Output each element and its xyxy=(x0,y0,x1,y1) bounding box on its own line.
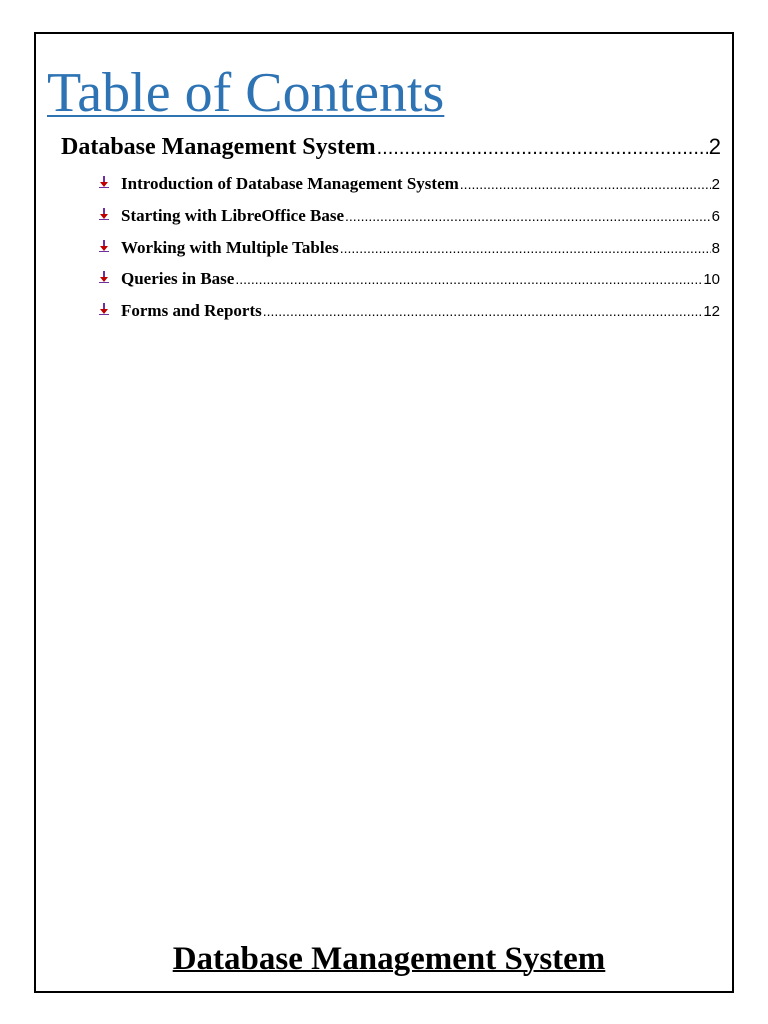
down-arrow-bullet-icon xyxy=(97,175,121,189)
toc-entry-text: Starting with LibreOffice Base xyxy=(121,206,345,225)
toc-page-number: 10 xyxy=(703,271,720,288)
toc-page-number: 2 xyxy=(708,134,721,159)
down-arrow-bullet-icon xyxy=(97,239,121,253)
toc-page-number: 8 xyxy=(711,240,720,257)
toc-entry-sub[interactable] xyxy=(97,268,720,291)
dot-leader xyxy=(263,300,703,322)
toc-entry-text: Queries in Base xyxy=(121,269,235,288)
down-arrow-bullet-icon xyxy=(97,270,121,284)
toc-entry-sub[interactable] xyxy=(97,173,720,196)
dot-leader xyxy=(460,173,711,195)
toc-entry-text: Database Management System xyxy=(61,134,376,160)
toc-page-number: 6 xyxy=(711,208,720,225)
toc-entry-sub[interactable] xyxy=(97,237,720,260)
down-arrow-bullet-icon xyxy=(97,302,121,316)
dot-leader xyxy=(345,205,711,227)
toc-entry-sub[interactable] xyxy=(97,205,720,228)
toc-entry-text: Working with Multiple Tables xyxy=(121,238,339,257)
dot-leader xyxy=(340,237,711,259)
toc-entry-text: Introduction of Database Management System xyxy=(121,174,459,193)
toc-page-number: 2 xyxy=(711,176,720,193)
footer-title: Database Management System xyxy=(172,941,606,977)
toc-heading: Table of Contents xyxy=(47,62,445,124)
dot-leader xyxy=(235,268,702,290)
dot-leader xyxy=(377,133,708,163)
toc-page-number: 12 xyxy=(703,303,720,320)
toc-entry-main[interactable] xyxy=(61,132,721,163)
toc-entry-text: Forms and Reports xyxy=(121,301,262,320)
toc-entry-sub[interactable] xyxy=(97,300,720,323)
down-arrow-bullet-icon xyxy=(97,207,121,221)
